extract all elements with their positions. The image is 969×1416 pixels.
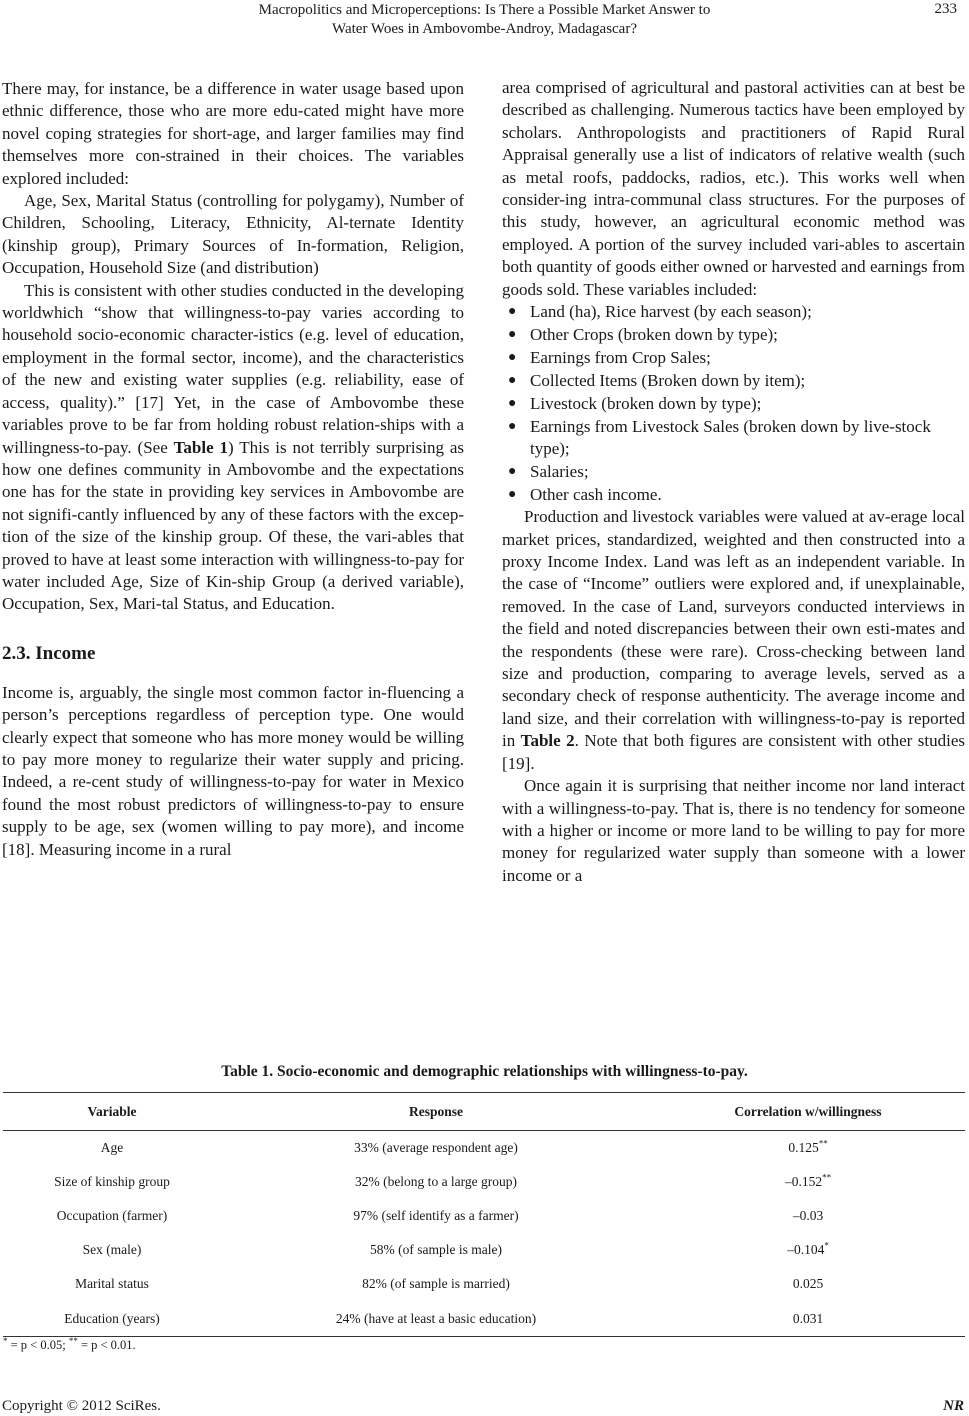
cell-response: 97% (self identify as a farmer) bbox=[353, 1208, 519, 1223]
paragraph-text: . Note that both figures are consistent with other studies [19]. bbox=[502, 731, 965, 773]
list-item-text: Salaries; bbox=[530, 461, 589, 481]
section-heading: 2.3. Income bbox=[2, 642, 96, 664]
bullet-icon: ● bbox=[508, 304, 517, 320]
column-header-variable: Variable bbox=[3, 1093, 221, 1131]
data-table bbox=[3, 1092, 965, 1337]
right-column bbox=[502, 77, 965, 887]
cell-variable: Sex (male) bbox=[82, 1242, 142, 1257]
footnote-text: = p < 0.01. bbox=[77, 1338, 136, 1352]
bullet-icon: ● bbox=[508, 326, 517, 342]
correlation-value: –0.03 bbox=[792, 1208, 824, 1223]
significance-marker: * bbox=[824, 1240, 829, 1251]
list-item bbox=[502, 393, 965, 415]
cell-variable: Size of kinship group bbox=[54, 1174, 170, 1189]
list-item bbox=[502, 347, 965, 369]
cell-response: 32% (belong to a large group) bbox=[354, 1174, 518, 1189]
list-item-text: Earnings from Crop Sales; bbox=[530, 347, 711, 367]
cell-response: 82% (of sample is married) bbox=[362, 1276, 510, 1291]
running-title-line1: Macropolitics and Microperceptions: Is There a Possible Market Answer to bbox=[258, 2, 711, 18]
paragraph: Age, Sex, Marital Status (controlling for polygamy), Number of Children, Schooling, Literacy, Ethnicity, Al-ternate Identity (kinship group), Primary Sources of In-formation, Religion, Occupation, Household Size (and distribution) bbox=[2, 191, 464, 278]
table-caption: Table 1. Socio-economic and demographic relationships with willingness-to-pay. bbox=[221, 1063, 748, 1080]
cell-correlation bbox=[651, 1199, 965, 1233]
table-row bbox=[3, 1199, 965, 1233]
cell-variable: Marital status bbox=[75, 1276, 149, 1291]
correlation-value: 0.031 bbox=[792, 1310, 824, 1326]
page-footer bbox=[2, 1398, 964, 1415]
correlation-value: 0.025 bbox=[792, 1276, 824, 1291]
paragraph: area comprised of agricultural and pastoral activities can at best be described as challenging. Numerous tactics have been employed by scholars. Anthropologists and practitioners of Rapid Rural Appraisal generally use a list of indicators of relative wealth (such as metal roofs, paddocks, radios, etc.). This works well when consider-ing intra-communal class structures. For the purposes of this study, however, an agricultural economic method was employed. A portion of the survey included vari-ables to ascertain both quantity of goods either owned or harvested and earnings from goods sold. These variables included: bbox=[502, 78, 965, 299]
significance-marker: ** bbox=[822, 1172, 832, 1183]
paragraph bbox=[2, 280, 464, 616]
bullet-list bbox=[502, 301, 965, 506]
paragraph bbox=[502, 506, 965, 775]
bullet-icon: ● bbox=[508, 418, 517, 434]
table-row bbox=[3, 1233, 965, 1267]
table-reference-link[interactable]: Table 2 bbox=[520, 731, 575, 751]
cell-correlation bbox=[651, 1131, 965, 1166]
list-item-text: Livestock (broken down by type); bbox=[530, 393, 762, 413]
footnote-text: = p < 0.05; bbox=[7, 1338, 69, 1352]
cell-response: 33% (average respondent age) bbox=[354, 1140, 518, 1155]
correlation-value: 0.125 bbox=[788, 1140, 819, 1155]
footnote-marker: ** bbox=[68, 1335, 78, 1346]
list-item bbox=[502, 301, 965, 323]
table-header-row bbox=[3, 1093, 965, 1131]
cell-correlation bbox=[651, 1165, 965, 1199]
cell-correlation bbox=[651, 1267, 965, 1301]
cell-correlation bbox=[651, 1301, 965, 1337]
table-row bbox=[3, 1131, 965, 1166]
correlation-value: –0.152 bbox=[784, 1174, 823, 1189]
paragraph: Once again it is surprising that neither income nor land interact with a willingness-to-pay. That is, there is no tendency for someone with a higher or income or more land to be willing to pay for more money for regularized water supply than someone with a lower income or a bbox=[502, 776, 965, 885]
list-item bbox=[502, 370, 965, 392]
list-item bbox=[502, 461, 965, 483]
page-number: 233 bbox=[934, 1, 957, 17]
paragraph-text: This is consistent with other studies conducted in the developing worldwhich “show that willingness-to-pay varies according to household socio-economic character-istics (e.g. level of education, employment in the formal sector, income), and the characteristics of the new and existing water supplies (e.g. reliability, ease of access, quality).” [17] Yet, in the case of Ambovombe these variables prove to be far from holding robust relation-ships with a willingness-to-pay. (See bbox=[2, 280, 464, 457]
bullet-icon: ● bbox=[508, 349, 517, 365]
running-title-line2: Water Woes in Ambovombe-Androy, Madagascar? bbox=[332, 21, 637, 37]
running-header bbox=[0, 0, 969, 42]
bullet-icon: ● bbox=[508, 372, 517, 388]
cell-response: 58% (of sample is male) bbox=[370, 1242, 502, 1257]
paragraph-text: Production and livestock variables were valued at av-erage local market prices, standardized, weighted and then constructed into a proxy Income Index. Land was left as an independent variable. In the case of “Income” outliers were explored and, if unexplainable, removed. In the case of Land, surveyors conducted interviews in the field and noted discrepancies between their own esti-mates and the respondents (these were rare). Cross-checking between land size and production, comparing to average levels, served as a secondary check of response authenticity. The average income and land size, and their correlation with willingness-to-pay is reported in bbox=[502, 507, 965, 751]
bullet-icon: ● bbox=[508, 463, 517, 479]
paragraph: There may, for instance, be a difference in water usage based upon ethnic difference, those who are more edu-cated might have more novel coping strategies for short-age, and larger families may find themselves more con-strained in their choices. The variables explored included: bbox=[2, 79, 464, 188]
table-row bbox=[3, 1301, 965, 1337]
cell-correlation bbox=[651, 1233, 965, 1267]
list-item bbox=[502, 324, 965, 346]
table-row bbox=[3, 1165, 965, 1199]
table-footnote bbox=[3, 1335, 136, 1353]
column-header-correlation: Correlation w/willingness bbox=[651, 1093, 965, 1131]
significance-marker: ** bbox=[818, 1138, 828, 1149]
list-item bbox=[502, 416, 965, 461]
bullet-icon: ● bbox=[508, 486, 517, 502]
list-item-text: Other Crops (broken down by type); bbox=[530, 324, 778, 344]
paragraph: Income is, arguably, the single most common factor in-fluencing a person’s perceptions regardless of perception type. One would clearly expect that someone who has more money would be willing to pay more money to regularize their water supply and pricing. Indeed, a re-cent study of willingness-to-pay for water in Mexico found the most robust predictors of willingness-to-pay to ensure supply to be age, sex (women willing to pay more), and income [18]. Measuring income in a rural bbox=[2, 682, 464, 859]
cell-variable: Education (years) bbox=[3, 1301, 221, 1337]
copyright-notice: Copyright © 2012 SciRes. bbox=[2, 1398, 161, 1414]
column-header-response: Response bbox=[221, 1093, 651, 1131]
list-item-text: Land (ha), Rice harvest (by each season); bbox=[530, 302, 812, 322]
correlation-value: –0.104 bbox=[787, 1242, 825, 1257]
footnote-marker: * bbox=[3, 1335, 8, 1346]
list-item-text: Earnings from Livestock Sales (broken down by live-stock type); bbox=[530, 416, 931, 458]
table-row bbox=[3, 1267, 965, 1301]
cell-response: 24% (have at least a basic education) bbox=[221, 1301, 651, 1337]
list-item-text: Other cash income. bbox=[530, 484, 662, 504]
left-column bbox=[2, 78, 464, 861]
journal-abbreviation: NR bbox=[943, 1398, 964, 1414]
cell-variable: Occupation (farmer) bbox=[56, 1208, 168, 1223]
list-item-text: Collected Items (Broken down by item); bbox=[530, 370, 806, 390]
list-item bbox=[502, 484, 965, 506]
bullet-icon: ● bbox=[508, 395, 517, 411]
table-reference-link[interactable]: Table 1 bbox=[173, 437, 228, 457]
cell-variable: Age bbox=[100, 1140, 124, 1155]
paragraph-text: ) This is not terribly surprising as how one defines community in Ambovombe and the expectations one has for the state in providing key services in Ambovombe are not signifi-cantly influenced by any of these factors with the excep-tion of the size of the kinship group. Of these, the vari-ables that proved to have at least some interaction with willingness-to-pay for water included Age, Size of Kin-ship Group (a derived variable), Occupation, Sex, Mari-tal Status, and Education. bbox=[2, 437, 465, 614]
